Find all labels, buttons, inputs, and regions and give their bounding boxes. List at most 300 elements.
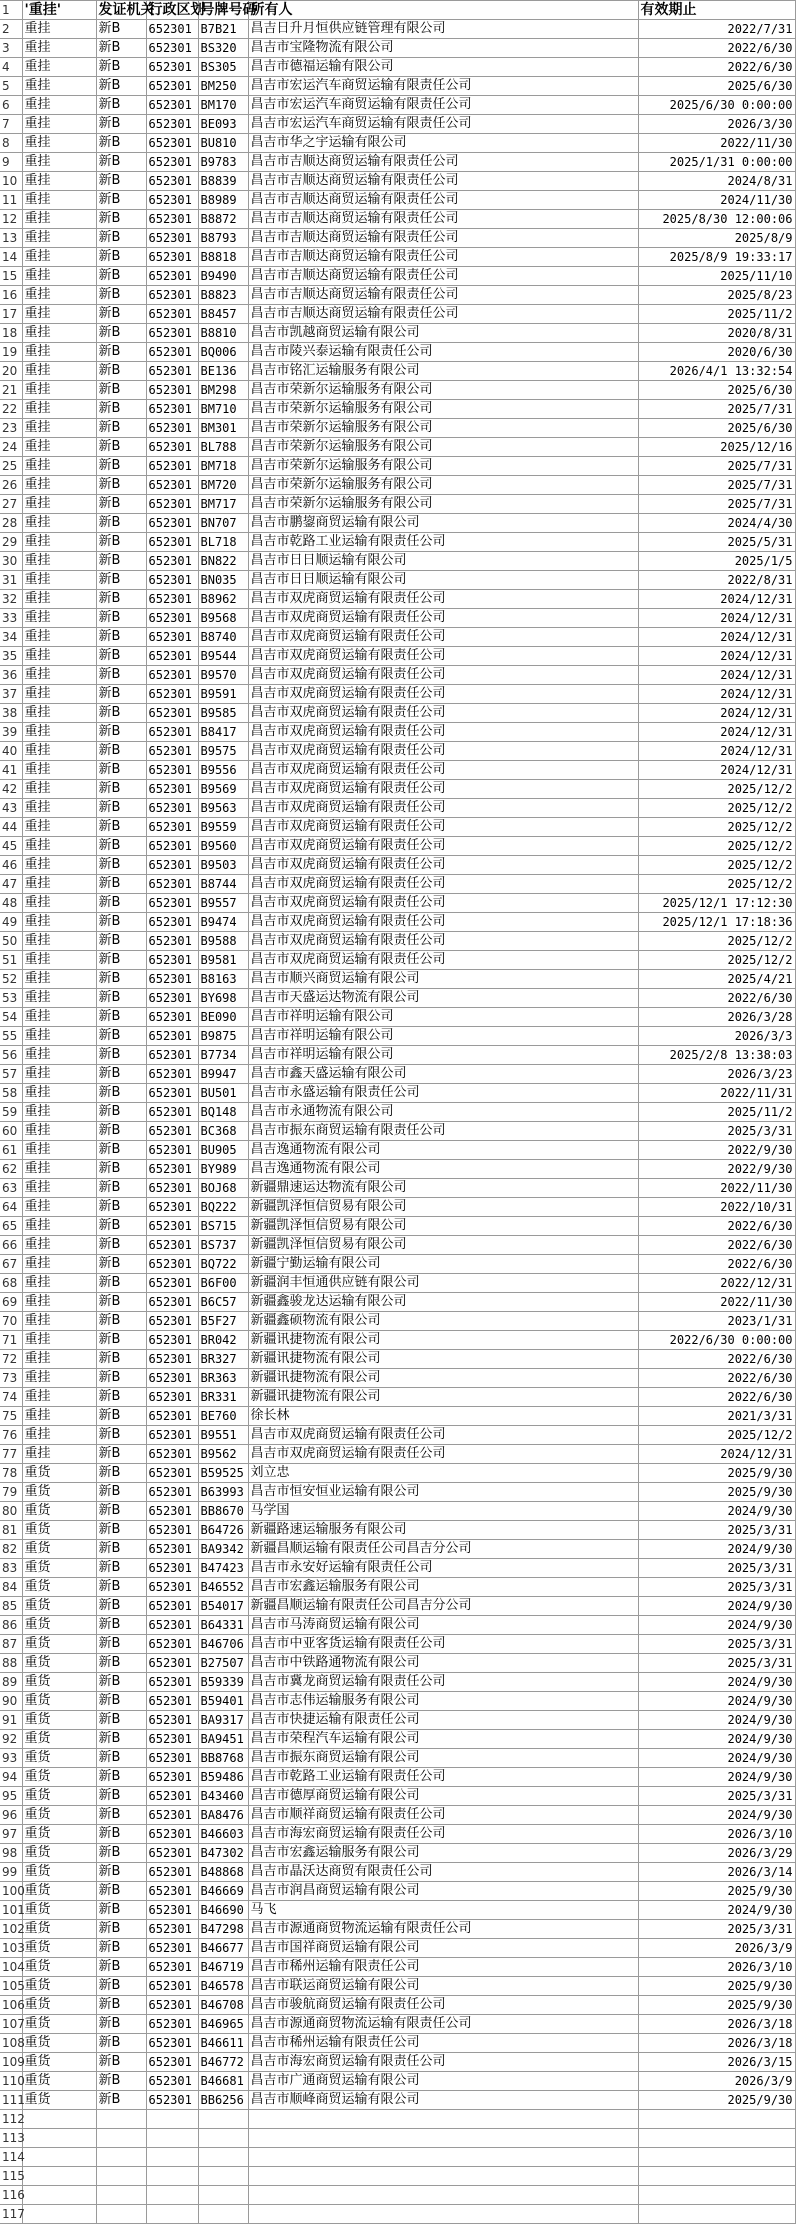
cell-type[interactable]: 重货 [22, 2015, 96, 2034]
cell-type[interactable]: 重挂 [22, 1065, 96, 1084]
cell-issuer[interactable]: 新B [96, 666, 146, 685]
cell-owner[interactable]: 昌吉市宏鑫运输服务有限公司 [248, 1578, 638, 1597]
cell-owner[interactable]: 昌吉市双虎商贸运输有限责任公司 [248, 723, 638, 742]
cell-owner[interactable]: 昌吉市荣新尔运输服务有限公司 [248, 419, 638, 438]
cell-owner[interactable]: 昌吉市双虎商贸运输有限责任公司 [248, 932, 638, 951]
cell-expiry[interactable]: 2025/9/30 [638, 2091, 795, 2110]
cell-region[interactable]: 652301 [146, 286, 198, 305]
cell-type[interactable]: 重货 [22, 1901, 96, 1920]
cell-expiry[interactable]: 2026/3/9 [638, 1939, 795, 1958]
cell-issuer[interactable]: 新B [96, 1274, 146, 1293]
cell-plate[interactable]: B47298 [198, 1920, 248, 1939]
cell-plate[interactable]: B27507 [198, 1654, 248, 1673]
cell-plate[interactable]: B9544 [198, 647, 248, 666]
cell-owner[interactable]: 昌吉市骏航商贸运输有限责任公司 [248, 1996, 638, 2015]
cell-region[interactable]: 652301 [146, 1844, 198, 1863]
cell-plate[interactable]: B64726 [198, 1521, 248, 1540]
cell-type[interactable]: 重货 [22, 1825, 96, 1844]
cell-type[interactable]: 重挂 [22, 20, 96, 39]
cell-owner[interactable]: 昌吉市乾路工业运输有限责任公司 [248, 533, 638, 552]
cell-issuer[interactable]: 新B [96, 1616, 146, 1635]
cell-type[interactable]: 重挂 [22, 780, 96, 799]
cell-plate[interactable]: B9563 [198, 799, 248, 818]
cell-plate[interactable]: BN035 [198, 571, 248, 590]
cell-type[interactable]: 重货 [22, 1616, 96, 1635]
cell-plate[interactable]: B9556 [198, 761, 248, 780]
cell-plate[interactable]: BM717 [198, 495, 248, 514]
cell-issuer[interactable]: 新B [96, 419, 146, 438]
cell-owner[interactable]: 新疆宁勤运输有限公司 [248, 1255, 638, 1274]
cell-owner[interactable]: 徐长林 [248, 1407, 638, 1426]
header-issuer[interactable]: 发证机关 [96, 1, 146, 20]
cell-expiry[interactable]: 2025/9/30 [638, 1464, 795, 1483]
cell-expiry[interactable]: 2024/11/30 [638, 191, 795, 210]
cell-expiry[interactable]: 2025/12/16 [638, 438, 795, 457]
cell-region[interactable]: 652301 [146, 1464, 198, 1483]
cell-plate[interactable]: B9490 [198, 267, 248, 286]
cell-region[interactable]: 652301 [146, 495, 198, 514]
cell-owner[interactable]: 昌吉市稀州运输有限责任公司 [248, 1958, 638, 1977]
cell-plate[interactable]: B7B21 [198, 20, 248, 39]
cell-expiry[interactable]: 2022/8/31 [638, 571, 795, 590]
cell-plate[interactable]: BOJ68 [198, 1179, 248, 1198]
cell-owner[interactable]: 昌吉市吉顺达商贸运输有限责任公司 [248, 248, 638, 267]
cell-type[interactable]: 重挂 [22, 723, 96, 742]
cell-region[interactable]: 652301 [146, 837, 198, 856]
cell-expiry[interactable]: 2025/9/30 [638, 1882, 795, 1901]
cell-owner[interactable]: 昌吉市双虎商贸运输有限责任公司 [248, 951, 638, 970]
cell-expiry[interactable]: 2025/12/1 17:18:36 [638, 913, 795, 932]
cell-owner[interactable]: 昌吉市双虎商贸运输有限责任公司 [248, 837, 638, 856]
cell-owner[interactable]: 新疆昌顺运输有限责任公司昌吉分公司 [248, 1540, 638, 1559]
cell-issuer[interactable]: 新B [96, 1521, 146, 1540]
cell-plate[interactable]: BR327 [198, 1350, 248, 1369]
cell-plate[interactable]: B9474 [198, 913, 248, 932]
cell-issuer[interactable]: 新B [96, 58, 146, 77]
cell-plate[interactable]: B9559 [198, 818, 248, 837]
cell-region[interactable]: 652301 [146, 666, 198, 685]
cell-expiry[interactable]: 2026/3/15 [638, 2053, 795, 2072]
cell-expiry[interactable]: 2025/4/21 [638, 970, 795, 989]
header-plate[interactable]: 号牌号码 [198, 1, 248, 20]
cell-issuer[interactable]: 新B [96, 1312, 146, 1331]
cell-expiry[interactable]: 2021/3/31 [638, 1407, 795, 1426]
cell-owner[interactable]: 昌吉市中铁路通物流有限公司 [248, 1654, 638, 1673]
cell-type[interactable]: 重挂 [22, 191, 96, 210]
cell-region[interactable]: 652301 [146, 438, 198, 457]
cell-expiry[interactable]: 2024/12/31 [638, 647, 795, 666]
cell-plate[interactable]: BQ006 [198, 343, 248, 362]
cell-plate[interactable]: B8839 [198, 172, 248, 191]
cell-plate[interactable]: B8818 [198, 248, 248, 267]
cell-type[interactable]: 重货 [22, 1749, 96, 1768]
cell-type[interactable]: 重挂 [22, 1369, 96, 1388]
cell-expiry[interactable]: 2026/3/18 [638, 2015, 795, 2034]
cell-issuer[interactable]: 新B [96, 2053, 146, 2072]
cell-plate[interactable]: BA9342 [198, 1540, 248, 1559]
cell-issuer[interactable]: 新B [96, 1787, 146, 1806]
cell-owner[interactable]: 昌吉市振东商贸运输有限公司 [248, 1749, 638, 1768]
cell-issuer[interactable]: 新B [96, 1597, 146, 1616]
cell-plate[interactable]: B59339 [198, 1673, 248, 1692]
cell-issuer[interactable]: 新B [96, 761, 146, 780]
cell-region[interactable]: 652301 [146, 2034, 198, 2053]
cell-issuer[interactable]: 新B [96, 1996, 146, 2015]
cell-type[interactable]: 重货 [22, 1597, 96, 1616]
cell-expiry[interactable]: 2025/3/31 [638, 1521, 795, 1540]
cell-issuer[interactable]: 新B [96, 1502, 146, 1521]
cell-region[interactable]: 652301 [146, 476, 198, 495]
cell-issuer[interactable]: 新B [96, 495, 146, 514]
cell-plate[interactable]: BU501 [198, 1084, 248, 1103]
cell-plate[interactable]: BS320 [198, 39, 248, 58]
empty-cell[interactable] [22, 2129, 96, 2148]
cell-issuer[interactable]: 新B [96, 1350, 146, 1369]
cell-plate[interactable]: BR042 [198, 1331, 248, 1350]
cell-region[interactable]: 652301 [146, 1977, 198, 1996]
cell-type[interactable]: 重挂 [22, 1426, 96, 1445]
cell-expiry[interactable]: 2024/9/30 [638, 1540, 795, 1559]
cell-region[interactable]: 652301 [146, 590, 198, 609]
cell-region[interactable]: 652301 [146, 818, 198, 837]
cell-issuer[interactable]: 新B [96, 286, 146, 305]
cell-type[interactable]: 重挂 [22, 533, 96, 552]
cell-region[interactable]: 652301 [146, 894, 198, 913]
cell-region[interactable]: 652301 [146, 1293, 198, 1312]
cell-region[interactable]: 652301 [146, 115, 198, 134]
cell-owner[interactable]: 昌吉市荣新尔运输服务有限公司 [248, 476, 638, 495]
empty-cell[interactable] [198, 2205, 248, 2224]
cell-type[interactable]: 重货 [22, 1977, 96, 1996]
cell-plate[interactable]: BL718 [198, 533, 248, 552]
cell-owner[interactable]: 新疆鑫硕物流有限公司 [248, 1312, 638, 1331]
cell-issuer[interactable]: 新B [96, 1901, 146, 1920]
cell-plate[interactable]: B8744 [198, 875, 248, 894]
cell-owner[interactable]: 昌吉市吉顺达商贸运输有限责任公司 [248, 153, 638, 172]
cell-expiry[interactable]: 2025/11/2 [638, 1103, 795, 1122]
cell-region[interactable]: 652301 [146, 552, 198, 571]
cell-owner[interactable]: 昌吉市日日顺运输有限公司 [248, 552, 638, 571]
cell-type[interactable]: 重挂 [22, 951, 96, 970]
cell-expiry[interactable]: 2024/9/30 [638, 1749, 795, 1768]
cell-owner[interactable]: 昌吉市双虎商贸运输有限责任公司 [248, 875, 638, 894]
cell-type[interactable]: 重货 [22, 1521, 96, 1540]
cell-plate[interactable]: B9575 [198, 742, 248, 761]
cell-owner[interactable]: 昌吉市冀龙商贸运输有限责任公司 [248, 1673, 638, 1692]
cell-issuer[interactable]: 新B [96, 1958, 146, 1977]
cell-type[interactable]: 重挂 [22, 1103, 96, 1122]
cell-region[interactable]: 652301 [146, 305, 198, 324]
cell-issuer[interactable]: 新B [96, 210, 146, 229]
cell-expiry[interactable]: 2025/12/2 [638, 837, 795, 856]
cell-issuer[interactable]: 新B [96, 1008, 146, 1027]
cell-plate[interactable]: BN822 [198, 552, 248, 571]
cell-plate[interactable]: B8872 [198, 210, 248, 229]
cell-region[interactable]: 652301 [146, 761, 198, 780]
cell-issuer[interactable]: 新B [96, 1863, 146, 1882]
cell-plate[interactable]: B48868 [198, 1863, 248, 1882]
empty-cell[interactable] [146, 2186, 198, 2205]
cell-expiry[interactable]: 2024/9/30 [638, 1730, 795, 1749]
cell-issuer[interactable]: 新B [96, 780, 146, 799]
cell-region[interactable]: 652301 [146, 742, 198, 761]
cell-expiry[interactable]: 2025/3/31 [638, 1920, 795, 1939]
cell-issuer[interactable]: 新B [96, 609, 146, 628]
empty-cell[interactable] [638, 2205, 795, 2224]
cell-owner[interactable]: 昌吉市陵兴泰运输有限责任公司 [248, 343, 638, 362]
header-expiry[interactable]: 有效期止 [638, 1, 795, 20]
cell-owner[interactable]: 新疆讯捷物流有限公司 [248, 1350, 638, 1369]
cell-region[interactable]: 652301 [146, 1426, 198, 1445]
cell-owner[interactable]: 新疆讯捷物流有限公司 [248, 1331, 638, 1350]
cell-type[interactable]: 重挂 [22, 1312, 96, 1331]
cell-issuer[interactable]: 新B [96, 1635, 146, 1654]
cell-expiry[interactable]: 2025/6/30 [638, 77, 795, 96]
cell-plate[interactable]: B46719 [198, 1958, 248, 1977]
cell-owner[interactable]: 昌吉市铭汇运输服务有限公司 [248, 362, 638, 381]
cell-plate[interactable]: B46578 [198, 1977, 248, 1996]
empty-cell[interactable] [146, 2205, 198, 2224]
cell-expiry[interactable]: 2024/12/31 [638, 761, 795, 780]
cell-owner[interactable]: 新疆路速运输服务有限公司 [248, 1521, 638, 1540]
cell-issuer[interactable]: 新B [96, 229, 146, 248]
cell-owner[interactable]: 昌吉市荣新尔运输服务有限公司 [248, 400, 638, 419]
cell-type[interactable]: 重挂 [22, 932, 96, 951]
cell-owner[interactable]: 昌吉市日日顺运输有限公司 [248, 571, 638, 590]
cell-expiry[interactable]: 2024/9/30 [638, 1502, 795, 1521]
cell-region[interactable]: 652301 [146, 2015, 198, 2034]
cell-region[interactable]: 652301 [146, 1103, 198, 1122]
cell-plate[interactable]: B9503 [198, 856, 248, 875]
cell-owner[interactable]: 昌吉市荣新尔运输服务有限公司 [248, 381, 638, 400]
cell-owner[interactable]: 昌吉市双虎商贸运输有限责任公司 [248, 704, 638, 723]
cell-plate[interactable]: B43460 [198, 1787, 248, 1806]
cell-owner[interactable]: 昌吉市双虎商贸运输有限责任公司 [248, 628, 638, 647]
cell-issuer[interactable]: 新B [96, 989, 146, 1008]
cell-region[interactable]: 652301 [146, 1236, 198, 1255]
cell-issuer[interactable]: 新B [96, 514, 146, 533]
cell-region[interactable]: 652301 [146, 2091, 198, 2110]
cell-type[interactable]: 重挂 [22, 248, 96, 267]
header-owner[interactable]: 所有人 [248, 1, 638, 20]
cell-owner[interactable]: 新疆润丰恒通供应链有限公司 [248, 1274, 638, 1293]
cell-owner[interactable]: 昌吉市荣新尔运输服务有限公司 [248, 438, 638, 457]
cell-owner[interactable]: 昌吉市德厚商贸运输有限公司 [248, 1787, 638, 1806]
cell-region[interactable]: 652301 [146, 1882, 198, 1901]
cell-expiry[interactable]: 2025/12/2 [638, 1426, 795, 1445]
cell-type[interactable]: 重货 [22, 2072, 96, 2091]
cell-issuer[interactable]: 新B [96, 1179, 146, 1198]
cell-expiry[interactable]: 2024/4/30 [638, 514, 795, 533]
cell-type[interactable]: 重挂 [22, 381, 96, 400]
cell-type[interactable]: 重货 [22, 1920, 96, 1939]
cell-issuer[interactable]: 新B [96, 134, 146, 153]
cell-expiry[interactable]: 2022/11/30 [638, 1179, 795, 1198]
cell-region[interactable]: 652301 [146, 1160, 198, 1179]
cell-plate[interactable]: BQ722 [198, 1255, 248, 1274]
cell-owner[interactable]: 昌吉市宝隆物流有限公司 [248, 39, 638, 58]
cell-expiry[interactable]: 2025/12/2 [638, 799, 795, 818]
cell-issuer[interactable]: 新B [96, 1483, 146, 1502]
cell-owner[interactable]: 昌吉市吉顺达商贸运输有限责任公司 [248, 267, 638, 286]
cell-type[interactable]: 重挂 [22, 552, 96, 571]
empty-cell[interactable] [146, 2148, 198, 2167]
cell-owner[interactable]: 昌吉市顺兴商贸运输有限公司 [248, 970, 638, 989]
cell-plate[interactable]: B9570 [198, 666, 248, 685]
cell-region[interactable]: 652301 [146, 229, 198, 248]
cell-issuer[interactable]: 新B [96, 153, 146, 172]
cell-issuer[interactable]: 新B [96, 1806, 146, 1825]
cell-issuer[interactable]: 新B [96, 1939, 146, 1958]
cell-plate[interactable]: B9947 [198, 1065, 248, 1084]
cell-owner[interactable]: 昌吉市永盛运输有限责任公司 [248, 1084, 638, 1103]
cell-expiry[interactable]: 2022/7/31 [638, 20, 795, 39]
cell-plate[interactable]: B9562 [198, 1445, 248, 1464]
cell-plate[interactable]: BM298 [198, 381, 248, 400]
cell-region[interactable]: 652301 [146, 1179, 198, 1198]
empty-cell[interactable] [248, 2205, 638, 2224]
cell-plate[interactable]: B8989 [198, 191, 248, 210]
cell-expiry[interactable]: 2024/12/31 [638, 685, 795, 704]
cell-region[interactable]: 652301 [146, 343, 198, 362]
cell-owner[interactable]: 新疆凯泽恒信贸易有限公司 [248, 1217, 638, 1236]
cell-expiry[interactable]: 2024/12/31 [638, 666, 795, 685]
cell-owner[interactable]: 昌吉市双虎商贸运输有限责任公司 [248, 856, 638, 875]
cell-type[interactable]: 重挂 [22, 970, 96, 989]
cell-region[interactable]: 652301 [146, 1578, 198, 1597]
cell-owner[interactable]: 昌吉市吉顺达商贸运输有限责任公司 [248, 305, 638, 324]
cell-type[interactable]: 重挂 [22, 571, 96, 590]
cell-expiry[interactable]: 2025/11/2 [638, 305, 795, 324]
cell-region[interactable]: 652301 [146, 324, 198, 343]
cell-plate[interactable]: B5F27 [198, 1312, 248, 1331]
cell-plate[interactable]: B8740 [198, 628, 248, 647]
cell-region[interactable]: 652301 [146, 96, 198, 115]
cell-type[interactable]: 重挂 [22, 172, 96, 191]
cell-region[interactable]: 652301 [146, 723, 198, 742]
cell-expiry[interactable]: 2025/1/5 [638, 552, 795, 571]
cell-type[interactable]: 重挂 [22, 419, 96, 438]
cell-type[interactable]: 重挂 [22, 590, 96, 609]
cell-type[interactable]: 重挂 [22, 58, 96, 77]
cell-owner[interactable]: 昌吉市荣新尔运输服务有限公司 [248, 457, 638, 476]
cell-issuer[interactable]: 新B [96, 438, 146, 457]
cell-expiry[interactable]: 2026/3/29 [638, 1844, 795, 1863]
cell-type[interactable]: 重挂 [22, 1198, 96, 1217]
cell-owner[interactable]: 昌吉市源通商贸物流运输有限责任公司 [248, 1920, 638, 1939]
cell-plate[interactable]: B9560 [198, 837, 248, 856]
cell-type[interactable]: 重挂 [22, 438, 96, 457]
cell-region[interactable]: 652301 [146, 400, 198, 419]
empty-cell[interactable] [198, 2148, 248, 2167]
cell-issuer[interactable]: 新B [96, 381, 146, 400]
cell-plate[interactable]: BE136 [198, 362, 248, 381]
empty-cell[interactable] [248, 2167, 638, 2186]
cell-region[interactable]: 652301 [146, 628, 198, 647]
cell-type[interactable]: 重挂 [22, 305, 96, 324]
cell-issuer[interactable]: 新B [96, 1388, 146, 1407]
cell-expiry[interactable]: 2022/6/30 [638, 989, 795, 1008]
cell-expiry[interactable]: 2026/3/23 [638, 1065, 795, 1084]
cell-region[interactable]: 652301 [146, 780, 198, 799]
cell-plate[interactable]: B46603 [198, 1825, 248, 1844]
cell-owner[interactable]: 昌吉市鹏鋆商贸运输有限公司 [248, 514, 638, 533]
cell-plate[interactable]: BB6256 [198, 2091, 248, 2110]
cell-owner[interactable]: 昌吉市联运商贸运输有限公司 [248, 1977, 638, 1996]
cell-issuer[interactable]: 新B [96, 1122, 146, 1141]
cell-type[interactable]: 重挂 [22, 229, 96, 248]
cell-plate[interactable]: BA9451 [198, 1730, 248, 1749]
cell-expiry[interactable]: 2020/8/31 [638, 324, 795, 343]
cell-region[interactable]: 652301 [146, 932, 198, 951]
cell-type[interactable]: 重货 [22, 1863, 96, 1882]
cell-issuer[interactable]: 新B [96, 2015, 146, 2034]
cell-owner[interactable]: 昌吉市志伟运输服务有限公司 [248, 1692, 638, 1711]
cell-region[interactable]: 652301 [146, 172, 198, 191]
empty-cell[interactable] [96, 2148, 146, 2167]
cell-expiry[interactable]: 2024/12/31 [638, 704, 795, 723]
cell-issuer[interactable]: 新B [96, 191, 146, 210]
cell-expiry[interactable]: 2022/10/31 [638, 1198, 795, 1217]
cell-region[interactable]: 652301 [146, 704, 198, 723]
cell-plate[interactable]: B54017 [198, 1597, 248, 1616]
cell-plate[interactable]: B46677 [198, 1939, 248, 1958]
cell-type[interactable]: 重货 [22, 1882, 96, 1901]
cell-region[interactable]: 652301 [146, 1863, 198, 1882]
cell-expiry[interactable]: 2025/12/2 [638, 780, 795, 799]
cell-expiry[interactable]: 2024/9/30 [638, 1768, 795, 1787]
cell-owner[interactable]: 昌吉市源通商贸物流运输有限责任公司 [248, 2015, 638, 2034]
cell-expiry[interactable]: 2024/12/31 [638, 723, 795, 742]
cell-issuer[interactable]: 新B [96, 1578, 146, 1597]
cell-owner[interactable]: 昌吉市晶沃达商贸有限责任公司 [248, 1863, 638, 1882]
cell-plate[interactable]: BB8768 [198, 1749, 248, 1768]
cell-issuer[interactable]: 新B [96, 837, 146, 856]
cell-type[interactable]: 重货 [22, 1559, 96, 1578]
cell-expiry[interactable]: 2024/12/31 [638, 628, 795, 647]
cell-type[interactable]: 重挂 [22, 1407, 96, 1426]
empty-cell[interactable] [146, 2129, 198, 2148]
cell-type[interactable]: 重货 [22, 1768, 96, 1787]
cell-plate[interactable]: BM720 [198, 476, 248, 495]
cell-type[interactable]: 重挂 [22, 362, 96, 381]
cell-expiry[interactable]: 2022/9/30 [638, 1160, 795, 1179]
cell-issuer[interactable]: 新B [96, 1046, 146, 1065]
cell-expiry[interactable]: 2022/12/31 [638, 1274, 795, 1293]
cell-expiry[interactable]: 2024/9/30 [638, 1692, 795, 1711]
cell-region[interactable]: 652301 [146, 514, 198, 533]
cell-region[interactable]: 652301 [146, 1046, 198, 1065]
cell-plate[interactable]: BR363 [198, 1369, 248, 1388]
cell-issuer[interactable]: 新B [96, 343, 146, 362]
cell-owner[interactable]: 昌吉市宏鑫运输服务有限公司 [248, 1844, 638, 1863]
cell-owner[interactable]: 昌吉日升月恒供应链管理有限公司 [248, 20, 638, 39]
cell-expiry[interactable]: 2022/6/30 [638, 1350, 795, 1369]
cell-issuer[interactable]: 新B [96, 362, 146, 381]
cell-plate[interactable]: BA8476 [198, 1806, 248, 1825]
cell-owner[interactable]: 昌吉市快捷运输有限责任公司 [248, 1711, 638, 1730]
cell-expiry[interactable]: 2026/3/9 [638, 2072, 795, 2091]
cell-type[interactable]: 重挂 [22, 1122, 96, 1141]
cell-owner[interactable]: 昌吉市马涛商贸运输有限公司 [248, 1616, 638, 1635]
cell-region[interactable]: 652301 [146, 1768, 198, 1787]
cell-type[interactable]: 重挂 [22, 1293, 96, 1312]
cell-plate[interactable]: BU810 [198, 134, 248, 153]
empty-cell[interactable] [248, 2110, 638, 2129]
empty-cell[interactable] [96, 2167, 146, 2186]
cell-expiry[interactable]: 2025/9/30 [638, 1977, 795, 1996]
cell-owner[interactable]: 昌吉市鑫天盛运输有限公司 [248, 1065, 638, 1084]
